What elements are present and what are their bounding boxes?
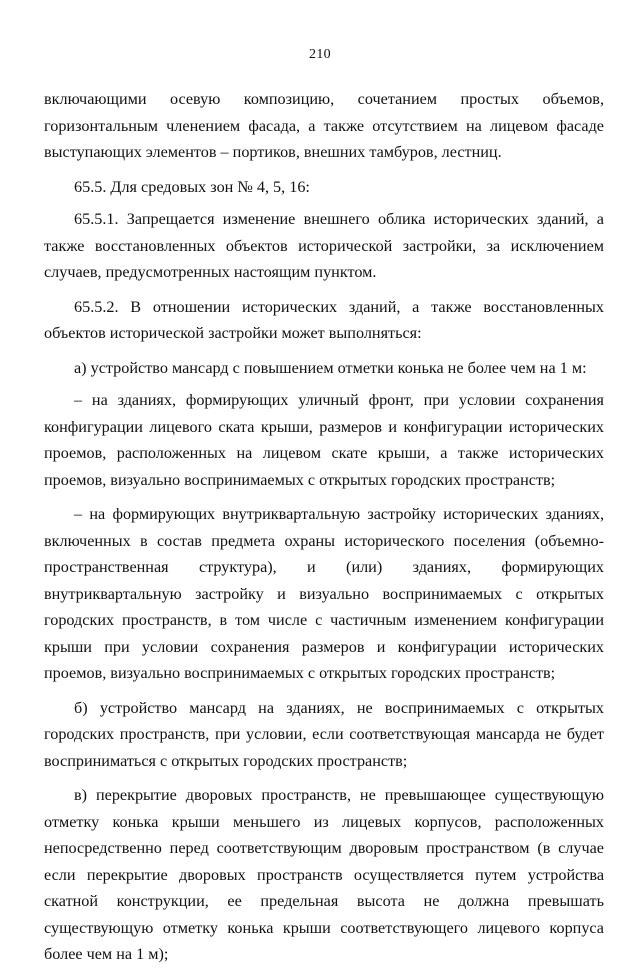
document-body: [44, 86, 604, 976]
paragraph-dash-street-front: – на зданиях, формирующих уличный фронт, при условии сохранения конфигурации лицевого ската крыши, размеров и конфигурации исторических проемов, расположенных на лицевом скате крыши, а также исторических проемов, визуально воспринимаемых с открытых городских пространств;: [44, 391, 604, 489]
page-number: 210: [309, 47, 331, 62]
paragraph-item-a: а) устройство мансард с повышением отметки конька не более чем на 1 м:: [74, 358, 587, 377]
paragraph-65-5-2: 65.5.2. В отношении исторических зданий, а также восстановленных объектов исторической застройки может выполняться:: [44, 297, 604, 342]
paragraph-65-5: 65.5. Для средовых зон № 4, 5, 16:: [74, 177, 310, 196]
paragraph-continuation: включающими осевую композицию, сочетанием простых объемов, горизонтальным членением фасада, а также отсутствием на лицевом фасаде выступающих элементов – портиков, внешних тамбуров, лестниц.: [44, 90, 604, 161]
paragraph-dash-inner-block: – на формирующих внутриквартальную застройку исторических зданиях, включенных в состав предмета охраны исторического поселения (объемно-пространственная структура), и (или) зданиях, формирующих внутриквартальную застройку и визуально воспринимаемых с открытых городских пространств, в том числе с частичным изменением конфигурации крыши при условии сохранения размеров и конфигурации исторических проемов, визуально воспринимаемых с открытых городских пространств;: [44, 505, 604, 682]
paragraph-item-b: б) устройство мансард на зданиях, не воспринимаемых с открытых городских пространств, при условии, если соответствующая мансарда не будет восприниматься с открытых городских пространств;: [44, 698, 604, 770]
paragraph-65-5-1: 65.5.1. Запрещается изменение внешнего облика исторических зданий, а также восстановленных объектов исторической застройки, за исключением случаев, предусмотренных настоящим пунктом.: [44, 210, 604, 281]
paragraph-item-v: в) перекрытие дворовых пространств, не превышающее существующую отметку конька крыши меньшего из лицевых корпусов, расположенных непосредственно перед соответствующим дворовым пространством (в случае если перекрытие дворовых пространств осуществляется путем устройства скатной конструкции, ее предельная высота не должна превышать существующую отметку конька крыши соответствующего лицевого корпуса более чем на 1 м);: [44, 786, 604, 963]
